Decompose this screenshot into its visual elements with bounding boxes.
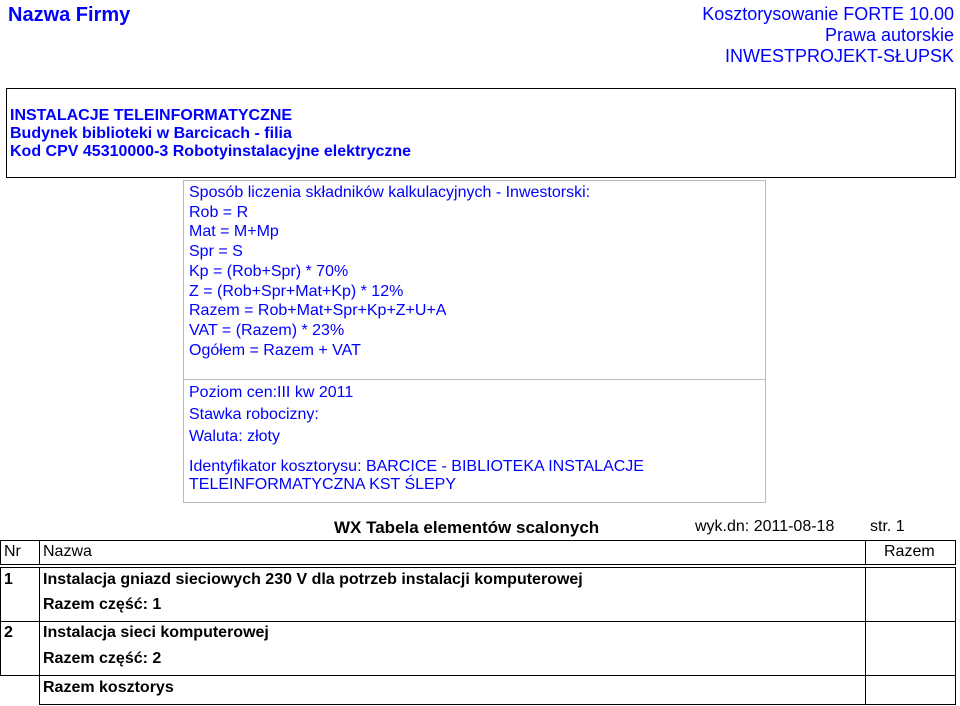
calc-mat: Mat = M+Mp bbox=[189, 223, 279, 241]
row-2-total-cell bbox=[865, 621, 956, 676]
execution-date: wyk.dn: 2011-08-18 bbox=[695, 518, 835, 535]
row-1-subtotal: Razem część: 1 bbox=[43, 596, 162, 613]
firm-name: Nazwa Firmy bbox=[8, 4, 131, 26]
calc-z: Z = (Rob+Spr+Mat+Kp) * 12% bbox=[189, 282, 404, 300]
grand-total-value-cell bbox=[865, 675, 956, 705]
col-total-header: Razem bbox=[884, 543, 935, 560]
calc-method: Sposób liczenia składników kalkulacyjnych - Inwestorski: bbox=[189, 184, 591, 201]
labor-rate: Stawka robocizny: bbox=[189, 406, 319, 423]
app-header bbox=[702, 4, 954, 67]
copyright-label: Prawa autorskie bbox=[824, 25, 954, 45]
calc-method-block bbox=[189, 183, 590, 360]
licensee-name: INWESTPROJEKT-SŁUPSK bbox=[724, 46, 954, 66]
row-1-nr: 1 bbox=[4, 571, 13, 588]
project-title-block bbox=[10, 107, 411, 161]
price-level-block bbox=[189, 382, 353, 448]
estimate-identifier-line-1: Identyfikator kosztorysu: BARCICE - BIBLIOTEKA INSTALACJE bbox=[189, 458, 644, 475]
price-level: Poziom cen:III kw 2011 bbox=[189, 384, 354, 401]
calc-kp: Kp = (Rob+Spr) * 70% bbox=[189, 262, 349, 280]
row-2-name: Instalacja sieci komputerowej bbox=[43, 624, 269, 641]
estimate-identifier-line-2: TELEINFORMATYCZNA KST ŚLEPY bbox=[189, 476, 457, 493]
col-name-cell bbox=[39, 540, 866, 565]
project-title: INSTALACJE TELEINFORMATYCZNE bbox=[10, 107, 293, 124]
estimate-identifier bbox=[189, 458, 644, 494]
row-1-total-cell bbox=[865, 567, 956, 622]
row-2-subtotal: Razem część: 2 bbox=[43, 650, 162, 667]
col-name-header: Nazwa bbox=[43, 543, 92, 560]
project-building: Budynek biblioteki w Barcicach - filia bbox=[10, 125, 292, 142]
grand-total-label: Razem kosztorys bbox=[43, 679, 174, 696]
calc-razem: Razem = Rob+Mat+Spr+Kp+Z+U+A bbox=[189, 302, 447, 320]
page-number: str. 1 bbox=[870, 518, 905, 535]
app-name: Kosztorysowanie FORTE 10.00 bbox=[702, 4, 954, 24]
calc-ogolem: Ogółem = Razem + VAT bbox=[189, 341, 361, 359]
col-nr-header: Nr bbox=[4, 543, 21, 560]
row-2-nr: 2 bbox=[4, 624, 13, 641]
currency: Waluta: złoty bbox=[189, 428, 280, 445]
calc-spr: Spr = S bbox=[189, 243, 243, 261]
calc-vat: VAT = (Razem) * 23% bbox=[189, 321, 345, 339]
row-1-name: Instalacja gniazd sieciowych 230 V dla potrzeb instalacji komputerowej bbox=[43, 571, 583, 588]
project-cpv: Kod CPV 45310000-3 Robotyinstalacyjne elektryczne bbox=[10, 143, 412, 160]
calc-rob: Rob = R bbox=[189, 203, 249, 221]
table-title: WX Tabela elementów scalonych bbox=[334, 518, 600, 537]
calc-divider bbox=[183, 379, 766, 380]
